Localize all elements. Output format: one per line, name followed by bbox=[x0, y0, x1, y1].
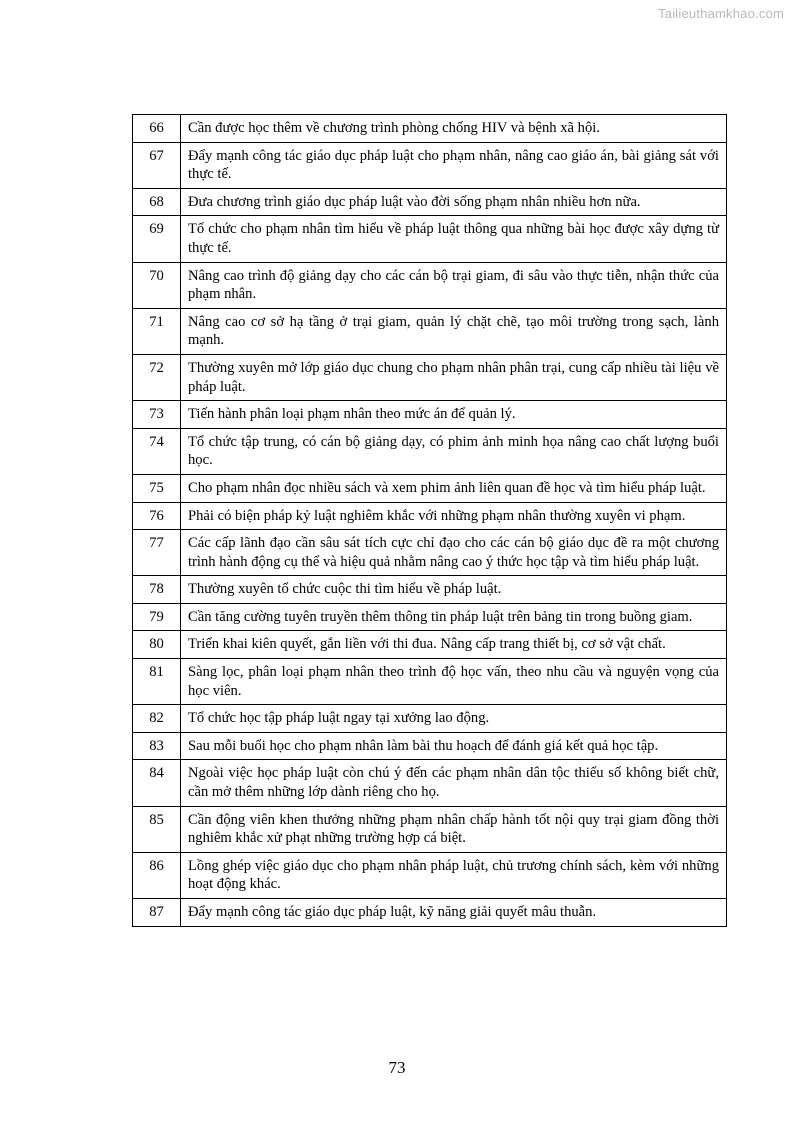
row-number: 67 bbox=[133, 142, 181, 188]
row-number: 87 bbox=[133, 899, 181, 927]
table-row bbox=[133, 502, 727, 530]
row-number: 70 bbox=[133, 262, 181, 308]
table-row bbox=[133, 806, 727, 852]
table-row bbox=[133, 899, 727, 927]
row-number: 81 bbox=[133, 659, 181, 705]
row-text: Tiến hành phân loại phạm nhân theo mức án để quản lý. bbox=[181, 401, 727, 429]
row-number: 71 bbox=[133, 308, 181, 354]
table-row bbox=[133, 705, 727, 733]
table-row bbox=[133, 428, 727, 474]
table-row bbox=[133, 401, 727, 429]
row-number: 75 bbox=[133, 474, 181, 502]
row-number: 72 bbox=[133, 354, 181, 400]
row-text: Tổ chức tập trung, có cán bộ giảng dạy, có phim ảnh minh họa nâng cao chất lượng buổi học. bbox=[181, 428, 727, 474]
page-number: 73 bbox=[388, 1058, 406, 1077]
table-row bbox=[133, 659, 727, 705]
table-row bbox=[133, 732, 727, 760]
row-number: 73 bbox=[133, 401, 181, 429]
table-row bbox=[133, 603, 727, 631]
row-number: 66 bbox=[133, 115, 181, 143]
table-row bbox=[133, 631, 727, 659]
row-text: Nâng cao trình độ giảng dạy cho các cán bộ trại giam, đi sâu vào thực tiễn, nhận thức của phạm nhân. bbox=[181, 262, 727, 308]
row-number: 86 bbox=[133, 852, 181, 898]
row-text: Sau mỗi buổi học cho phạm nhân làm bài thu hoạch để đánh giá kết quả học tập. bbox=[181, 732, 727, 760]
row-text: Triển khai kiên quyết, gắn liền với thi đua. Nâng cấp trang thiết bị, cơ sở vật chất. bbox=[181, 631, 727, 659]
table-row bbox=[133, 142, 727, 188]
row-number: 82 bbox=[133, 705, 181, 733]
row-number: 85 bbox=[133, 806, 181, 852]
table-row bbox=[133, 760, 727, 806]
row-text: Thường xuyên mở lớp giáo dục chung cho phạm nhân phân trại, cung cấp nhiều tài liệu về pháp luật. bbox=[181, 354, 727, 400]
row-text: Nâng cao cơ sở hạ tầng ở trại giam, quản lý chặt chẽ, tạo môi trường trong sạch, lành mạnh. bbox=[181, 308, 727, 354]
row-number: 69 bbox=[133, 216, 181, 262]
row-text: Cho phạm nhân đọc nhiều sách và xem phim ảnh liên quan đề học và tìm hiểu pháp luật. bbox=[181, 474, 727, 502]
table-row bbox=[133, 262, 727, 308]
row-text: Cần động viên khen thưởng những phạm nhân chấp hành tốt nội quy trại giam đồng thời nghiêm khắc xử phạt những trường hợp cá biệt. bbox=[181, 806, 727, 852]
row-number: 74 bbox=[133, 428, 181, 474]
row-text: Thường xuyên tổ chức cuộc thi tìm hiểu về pháp luật. bbox=[181, 576, 727, 604]
table-row bbox=[133, 216, 727, 262]
row-number: 83 bbox=[133, 732, 181, 760]
table-row bbox=[133, 115, 727, 143]
table-row bbox=[133, 354, 727, 400]
row-number: 76 bbox=[133, 502, 181, 530]
row-text: Cần được học thêm về chương trình phòng chống HIV và bệnh xã hội. bbox=[181, 115, 727, 143]
row-text: Phải có biện pháp kỷ luật nghiêm khắc với những phạm nhân thường xuyên vi phạm. bbox=[181, 502, 727, 530]
row-text: Ngoài việc học pháp luật còn chú ý đến các phạm nhân dân tộc thiểu số không biết chữ, cần mở thêm những lớp dành riêng cho họ. bbox=[181, 760, 727, 806]
table-row bbox=[133, 308, 727, 354]
row-number: 77 bbox=[133, 530, 181, 576]
row-text: Lồng ghép việc giáo dục cho phạm nhân pháp luật, chủ trương chính sách, kèm với những hoạt động khác. bbox=[181, 852, 727, 898]
row-number: 80 bbox=[133, 631, 181, 659]
table-row bbox=[133, 576, 727, 604]
row-number: 78 bbox=[133, 576, 181, 604]
row-number: 68 bbox=[133, 188, 181, 216]
table-row bbox=[133, 474, 727, 502]
table-row bbox=[133, 530, 727, 576]
row-text: Tổ chức cho phạm nhân tìm hiểu về pháp luật thông qua những bài học được xây dựng từ thực tế. bbox=[181, 216, 727, 262]
row-text: Sàng lọc, phân loại phạm nhân theo trình độ học vấn, theo nhu cầu và nguyện vọng của học viên. bbox=[181, 659, 727, 705]
row-text: Đẩy mạnh công tác giáo dục pháp luật cho phạm nhân, nâng cao giáo án, bài giảng sát với thực tế. bbox=[181, 142, 727, 188]
row-text: Cần tăng cường tuyên truyền thêm thông tin pháp luật trên bảng tin trong buồng giam. bbox=[181, 603, 727, 631]
row-text: Đẩy mạnh công tác giáo dục pháp luật, kỹ năng giải quyết mâu thuẫn. bbox=[181, 899, 727, 927]
table-row bbox=[133, 852, 727, 898]
row-text: Đưa chương trình giáo dục pháp luật vào đời sống phạm nhân nhiều hơn nữa. bbox=[181, 188, 727, 216]
row-text: Tổ chức học tập pháp luật ngay tại xưởng lao động. bbox=[181, 705, 727, 733]
recommendations-table bbox=[132, 114, 727, 927]
table-row bbox=[133, 188, 727, 216]
watermark: Tailieuthamkhao.com bbox=[658, 6, 784, 21]
row-number: 79 bbox=[133, 603, 181, 631]
row-number: 84 bbox=[133, 760, 181, 806]
row-text: Các cấp lãnh đạo cần sâu sát tích cực chỉ đạo cho các cán bộ giáo dục đề ra một chương trình hành động cụ thể và hiệu quả nhằm nâng cao ý thức học tập và tìm hiểu pháp luật. bbox=[181, 530, 727, 576]
